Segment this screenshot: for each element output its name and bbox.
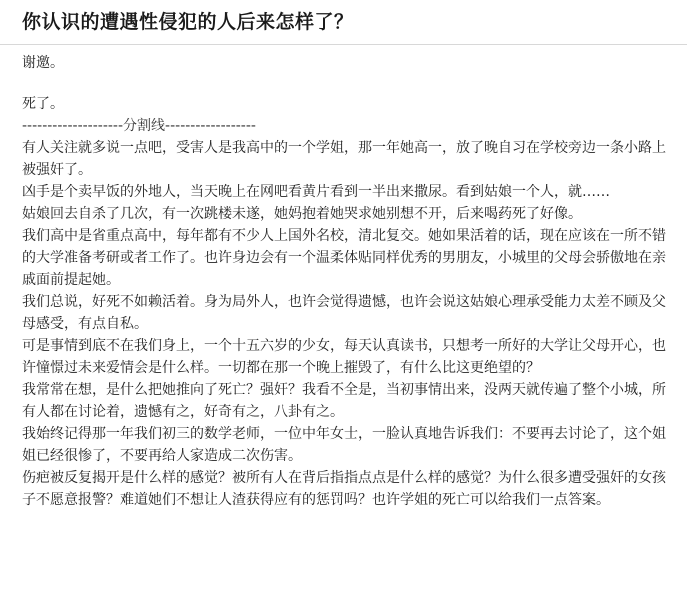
answer-paragraph: 有人关注就多说一点吧，受害人是我高中的一个学姐，那一年她高一，放了晚自习在学校旁边一条小路上被强奸了。 [22, 140, 666, 178]
answer-body [22, 52, 677, 511]
answer-paragraph: 我常常在想，是什么把她推向了死亡？强奸？我看不全是，当初事情出来，没两天就传遍了整个小城，所有人都在讨论着，遗憾有之，好奇有之，八卦有之。 [22, 382, 666, 420]
answer-paragraph: 凶手是个卖早饭的外地人，当天晚上在网吧看黄片看到一半出来撒尿。看到姑娘一个人，就…… [22, 184, 610, 200]
answer-paragraph: 我们高中是省重点高中，每年都有不少人上国外名校，清北复交。她如果活着的话，现在应该在一所不错的大学准备考研或者工作了。也许身边会有一个温柔体贴同样优秀的男朋友，小城里的父母会骄傲地在亲戚面前提起她。 [22, 228, 666, 288]
section-separator: --------------------分割线------------------ [22, 118, 256, 134]
question-title: 你认识的遭遇性侵犯的人后来怎样了？ [22, 11, 354, 33]
answer-paragraph: 伤疤被反复揭开是什么样的感觉？被所有人在背后指指点点是什么样的感觉？为什么很多遭受强奸的女孩子不愿意报警？难道她们不想让人渣获得应有的惩罚吗？也许学姐的死亡可以给我们一点答案。 [22, 470, 666, 508]
answer-intro-died: 死了。 [22, 96, 64, 112]
answer-paragraph: 姑娘回去自杀了几次，有一次跳楼未遂，她妈抱着她哭求她别想不开，后来喝药死了好像。 [22, 206, 582, 222]
answer-paragraph: 我们总说，好死不如赖活着。身为局外人，也许会觉得遗憾，也许会说这姑娘心理承受能力太差不顾及父母感受，有点自私。 [22, 294, 666, 332]
answer-paragraph: 我始终记得那一年我们初三的数学老师，一位中年女士，一脸认真地告诉我们：不要再去讨论了，这个姐姐已经很惨了，不要再给人家造成二次伤害。 [22, 426, 666, 464]
answer-paragraph: 可是事情到底不在我们身上，一个十五六岁的少女，每天认真读书，只想考一所好的大学让父母开心，也许憧憬过未来爱情会是什么样。一切都在那一个晚上摧毁了，有什么比这更绝望的？ [22, 338, 666, 376]
title-divider [0, 44, 687, 45]
answer-intro-thanks: 谢邀。 [22, 55, 64, 71]
